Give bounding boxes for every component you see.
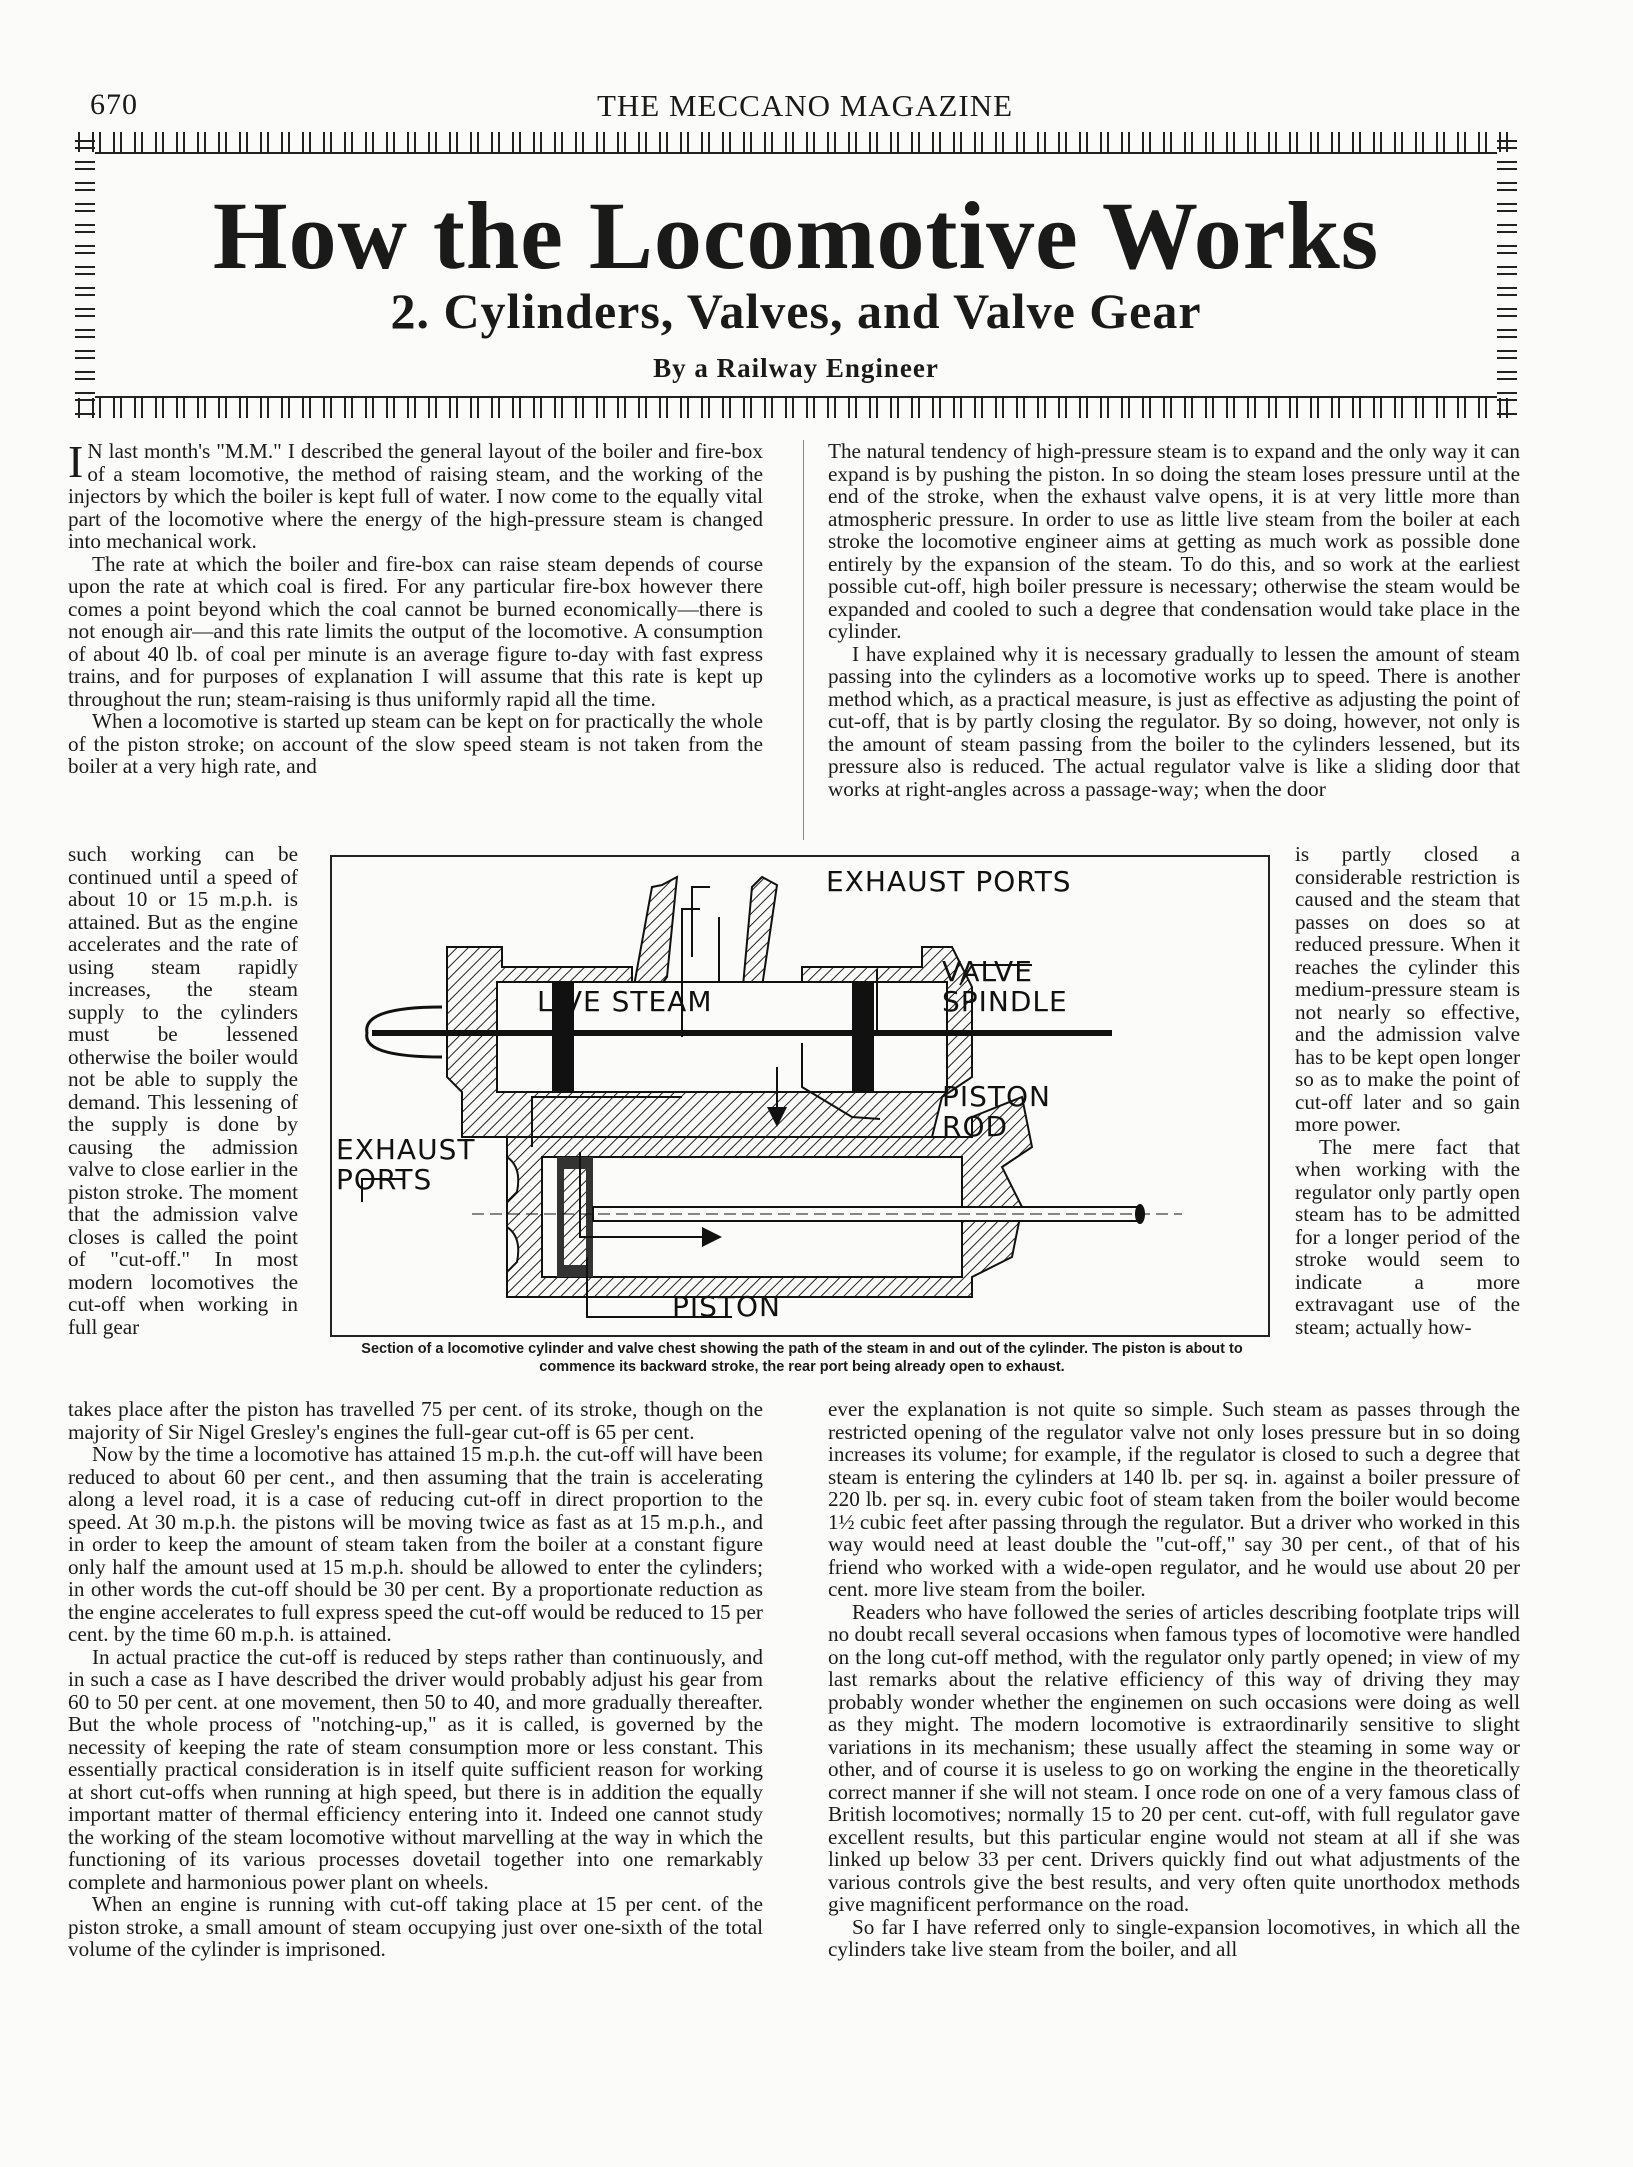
- label-exhaust-ports-left: EXHAUST PORTS: [336, 1133, 476, 1196]
- paragraph: ever the explanation is not quite so simple. Such steam as passes through the restricted opening of the regulator valve not only loses pressure but in so doing increases its volume; for example, if the regulator is closed to such a degree that steam is entering the cylinders at 140 lb. per sq. in. against a boiler pressure of 220 lb. per sq. in. every cubic foot of steam taken from the boiler would become 1½ cubic feet after passing through the regulator. But a driver who worked in this way would need at least double the "cut-off," say 30 per cent., of that of his friend who worked with a wide-open regulator, and he would use about 20 per cent. more live steam from the boiler.: [828, 1397, 1520, 1601]
- paragraph: So far I have referred only to single-expansion locomotives, in which all the cylinders take live steam from the boiler, and all: [828, 1914, 1520, 1961]
- paragraph: When an engine is running with cut-off taking place at 15 per cent. of the piston stroke, a small amount of steam occupying just over one-sixth of the total volume of the cylinder is imprisoned.: [68, 1892, 763, 1961]
- paragraph: The rate at which the boiler and fire-box can raise steam depends of course upon the rate at which coal is fired. For any particular fire-box however there comes a point beyond which the coal cannot be burned economically—there is not enough air—and this rate limits the output of the locomotive. A consumption of about 40 lb. of coal per minute is an average figure to-day with fast express trains, and for purposes of explanation I will assume that this rate is kept up throughout the run; steam-raising is thus uniformly rapid all the time.: [68, 551, 763, 711]
- label-exhaust-ports-top: EXHAUST PORTS: [826, 865, 1072, 898]
- magazine-title: THE MECCANO MAGAZINE: [596, 88, 1014, 123]
- article-subtitle: 2. Cylinders, Valves, and Valve Gear: [390, 283, 1202, 339]
- left-column-bottom: [68, 1398, 763, 1961]
- cylinder-diagram-svg: [332, 857, 1268, 1335]
- paragraph: I have explained why it is necessary gradually to lessen the amount of steam passing into the cylinders as a locomotive works up to speed. There is another method which, as a practical measure, is just as effective as adjusting the point of cut-off, that is by partly closing the regulator. By so doing, however, not only is the amount of steam passing from the boiler to the cylinders lessened, but its pressure also is reduced. The actual regulator valve is like a sliding door that works at right-angles across a passage-way; when the door: [828, 641, 1520, 801]
- label-piston: PISTON: [672, 1290, 782, 1323]
- right-column-top: [828, 440, 1520, 800]
- left-column-narrow: [68, 843, 298, 1338]
- paragraph: The mere fact that when working with the regulator only partly open steam has to be admitted for a longer period of the stroke would seem to indicate a more extravagant use of the steam; actually how-: [1295, 1134, 1520, 1339]
- article-title: How the Locomotive Works: [212, 182, 1380, 289]
- left-column-top: [68, 436, 763, 778]
- paragraph: In actual practice the cut-off is reduced by steps rather than continuously, and in such a case as I have described the driver would probably adjust his gear from 60 to 50 per cent. at one movement, then 50 to 40, and more gradually thereafter. But the whole process of "notching-up," as it is called, is governed by the necessity of keeping the rate of steam consumption more or less constant. This essentially practical consideration is in itself quite sufficient reason for working at short cut-offs when running at high speed, but there is in addition the equally important matter of thermal efficiency entering into it. Indeed one cannot study the working of the steam locomotive without marvelling at the way in which the functioning of its various processes dovetail together into one remarkably complete and harmonious power plant on wheels.: [68, 1644, 763, 1894]
- paragraph: Readers who have followed the series of articles describing footplate trips will no doubt recall several occasions when famous types of locomotive were handled on the long cut-off method, with the regulator only partly opened; in view of my last remarks about the relative efficiency of this way of driving they may probably wonder whether the enginemen on such occasions were doing as well as they might. The modern locomotive is extraordinarily sensitive to slight variations in its mechanism; these usually affect the steaming in some way or other, and of course it is useless to go on working the engine in the theoretically correct manner if she will not steam. I once rode on one of a very famous class of British locomotives; normally 15 to 20 per cent. cut-off, with full regulator gave excellent results, but this particular engine would not steam at all if she was linked up below 33 per cent. Drivers quickly find out what adjustments of the various controls give the best results, and very often quite unorthodox methods give magnificent performance on the road.: [828, 1599, 1520, 1916]
- column-rule: [803, 440, 804, 840]
- paragraph: The natural tendency of high-pressure steam is to expand and the only way it can expand is by pushing the piston. In so doing the steam loses pressure until at the end of the stroke, when the exhaust valve opens, it is at very little more than atmospheric pressure. In order to use as little live steam from the boiler at each stroke the locomotive engineer aims at getting as much work as possible done entirely by the expansion of the steam. To do this, and so work at the earliest possible cut-off, high boiler pressure is necessary; otherwise the steam would be expanded and cooled to such a degree that condensation would take place in the cylinder.: [828, 439, 1520, 643]
- paragraph: I N last month's "M.M." I described the general layout of the boiler and fire-box of a steam locomotive, the method of raising steam, and the working of the injectors by which the boiler is kept full of water. I now come to the equally vital part of the locomotive where the energy of the high-pressure steam is changed into mechanical work.: [68, 436, 763, 553]
- paragraph: takes place after the piston has travelled 75 per cent. of its stroke, though on the majority of Sir Nigel Gresley's engines the full-gear cut-off is 65 per cent.: [68, 1397, 763, 1444]
- drop-cap: I: [68, 436, 84, 487]
- valve-head-right: [852, 982, 874, 1092]
- right-column-bottom: [828, 1398, 1520, 1961]
- steam-inlet-left: [632, 877, 677, 997]
- label-live-steam: LIVE STEAM: [537, 985, 713, 1018]
- running-head: [90, 88, 1520, 128]
- paragraph: is partly closed a considerable restriction is caused and the steam that passes on does so at reduced pressure. When it reaches the cylinder this medium-pressure steam is not nearly so effective, and the admission valve has to be kept open longer so as to make the point of cut-off later and so gain more power.: [1295, 842, 1520, 1136]
- label-piston-rod: PISTON ROD: [942, 1080, 1052, 1143]
- byline: By a Railway Engineer: [653, 353, 939, 383]
- figure-caption: Section of a locomotive cylinder and valve chest showing the path of the steam in and out of the cylinder. The piston is about to commence its backward stroke, the rear port being already open to exhaust.: [361, 1341, 1243, 1375]
- label-valve-spindle: VALVE SPINDLE: [942, 955, 1068, 1018]
- cylinder-section-diagram: [330, 855, 1270, 1337]
- title-box: [75, 132, 1517, 418]
- paragraph: When a locomotive is started up steam can be kept on for practically the whole of the piston stroke; on account of the slow speed steam is not taken from the boiler at a very high rate, and: [68, 709, 763, 778]
- paragraph: such working can be continued until a speed of about 10 or 15 m.p.h. is attained. But as the engine accelerates and the rate of using steam rapidly increases, the steam supply to the cylinders must be lessened otherwise the boiler would not be able to supply the demand. This lessening of the supply is done by causing the admission valve to close earlier in the piston stroke. The moment that the admission valve closes is called the point of "cut-off." In most modern locomotives the cut-off when working in full gear: [68, 842, 298, 1339]
- paragraph: Now by the time a locomotive has attained 15 m.p.h. the cut-off will have been reduced to about 60 per cent., and then assuming that the train is accelerating along a level road, it is a case of reducing cut-off in direct proportion to the speed. At 30 m.p.h. the pistons will be moving twice as fast as at 15 m.p.h., and in order to keep the amount of steam taken from the boiler at a constant figure only half the amount used at 15 m.p.h. should be allowed to enter the cylinders; in other words the cut-off should be 30 per cent. By a proportionate reduction as the engine accelerates to full express speed the cut-off would be reduced to 15 per cent. by the time 60 m.p.h. is attained.: [68, 1442, 763, 1646]
- right-column-narrow: [1295, 843, 1520, 1338]
- page-number: 670: [90, 88, 138, 121]
- steam-inlet-right: [742, 877, 802, 997]
